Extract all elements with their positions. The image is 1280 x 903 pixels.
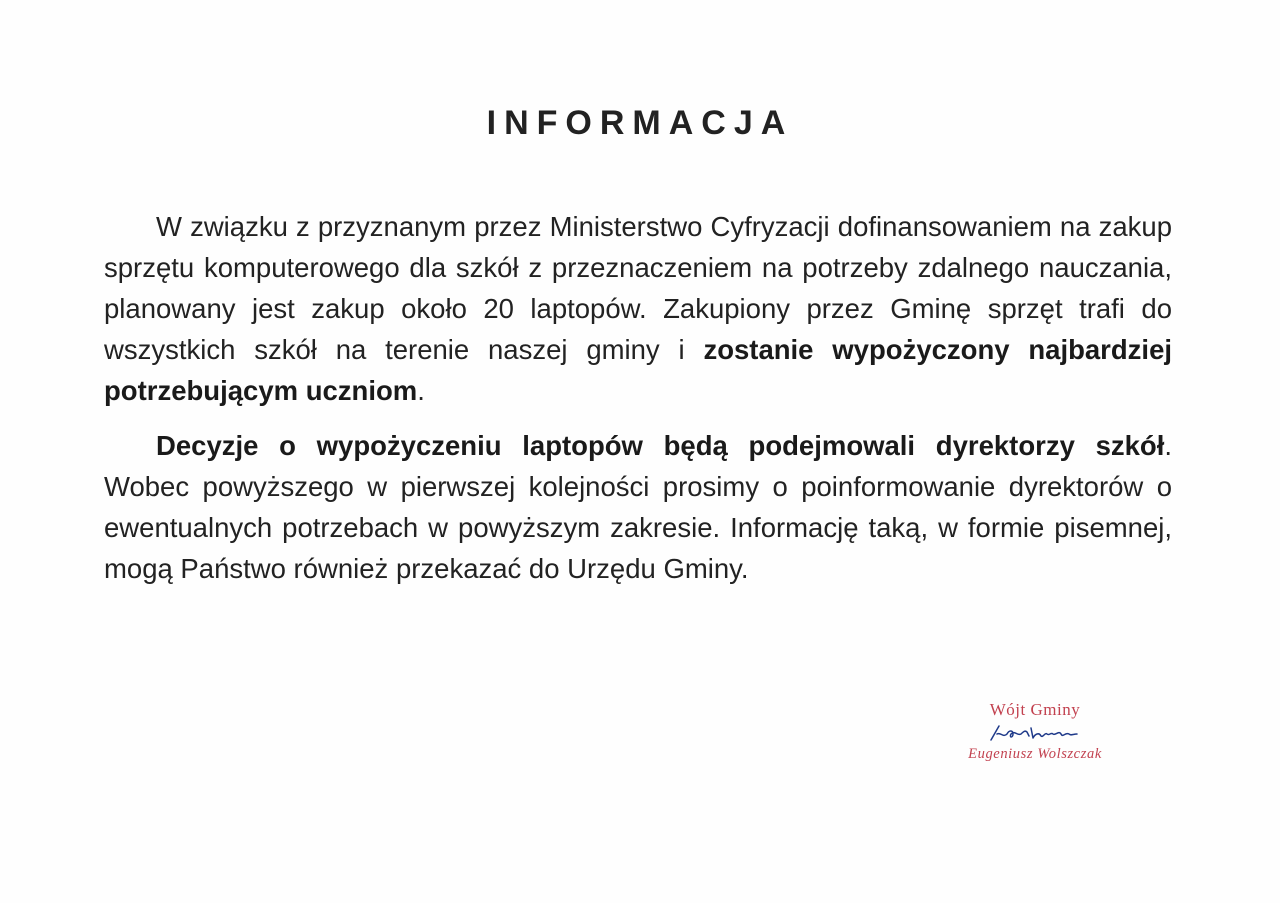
paragraph-1-bold: zostanie wypożyczony najbardziej potrzebującym uczniom [104,334,1173,406]
handwritten-signature [975,722,1095,746]
stamp-role: Wójt Gminy [989,700,1081,719]
signature-stamp [930,700,1140,763]
paragraph-1 [104,206,1172,411]
document-title: INFORMACJA [486,104,794,142]
paragraph-1-text: W związku z przyznanym przez Ministerstwo Cyfryzacji dofinansowaniem na zakup sprzętu komputerowego dla szkół z przeznaczeniem na potrzeby zdalnego nauczania, planowany jest zakup około 20 laptopów. Zakupiony przez Gminę sprzęt trafi do wszystkich szkół na terenie naszej gminy i [104,211,1172,365]
paragraph-1-end: . [417,375,425,406]
paragraph-2 [104,425,1172,589]
paragraph-2-text: . Wobec powyższego w pierwszej kolejności prosimy o poinformowanie dyrektorów o ewentualnych potrzebach w powyższym zakresie. Informację taką, w formie pisemnej, mogą Państwo również przekazać do Urzędu Gminy. [104,430,1172,584]
paragraph-2-bold: Decyzje o wypożyczeniu laptopów będą podejmowali dyrektorzy szkół [156,430,1165,461]
stamp-name: Eugeniusz Wolszczak [968,746,1102,762]
